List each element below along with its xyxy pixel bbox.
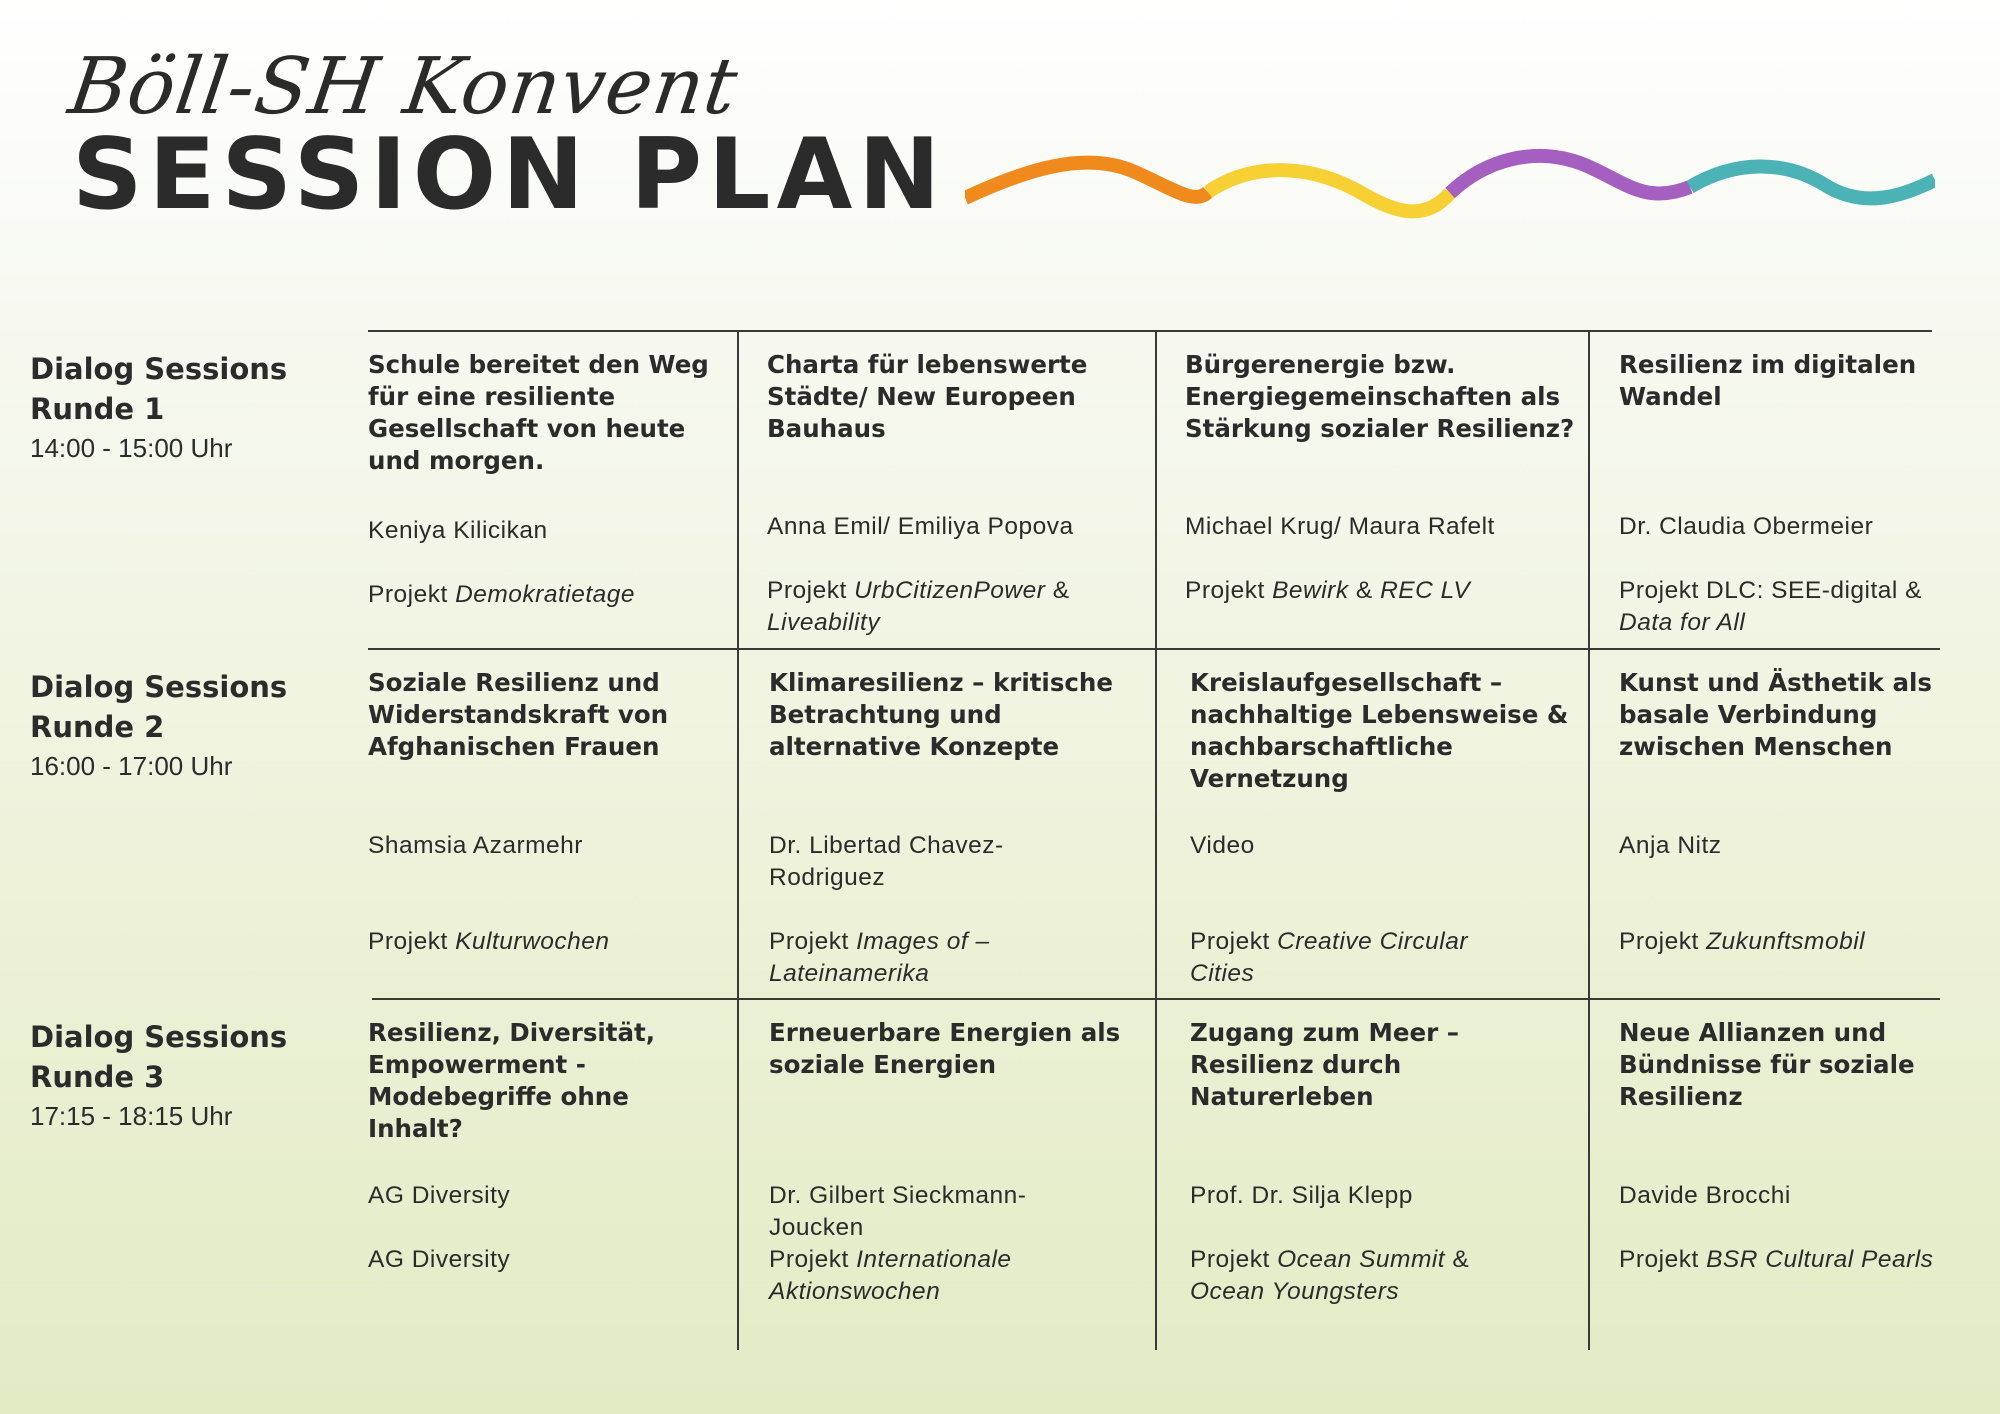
project-joiner: & bbox=[1348, 577, 1381, 604]
round-time: 14:00 - 15:00 Uhr bbox=[30, 433, 233, 463]
session-project bbox=[1190, 1244, 1520, 1308]
round-title: Dialog Sessions bbox=[30, 670, 288, 704]
session-speaker: Shamsia Azarmehr bbox=[368, 832, 583, 859]
project-name: Data for All bbox=[1619, 609, 1746, 636]
project-prefix: Projekt bbox=[769, 1246, 849, 1273]
session-project bbox=[769, 1244, 1099, 1308]
project-name: Kulturwochen bbox=[455, 928, 610, 955]
project-name: BSR Cultural Pearls bbox=[1706, 1246, 1934, 1273]
grid-col-line-3 bbox=[1588, 330, 1590, 1350]
session-speaker: Anna Emil/ Emiliya Popova bbox=[767, 513, 1074, 540]
session-project bbox=[1190, 926, 1520, 990]
round-3-label bbox=[30, 1017, 287, 1135]
session-project bbox=[1619, 575, 1964, 639]
project-name: Demokratietage bbox=[455, 581, 636, 608]
project-name: Internationale Aktionswochen bbox=[769, 1246, 1012, 1305]
round-time: 17:15 - 18:15 Uhr bbox=[30, 1101, 233, 1131]
grid-line-round2 bbox=[368, 648, 1940, 650]
round-number: Runde 3 bbox=[30, 1060, 165, 1094]
decorative-wave bbox=[965, 140, 1935, 240]
session-project bbox=[767, 575, 1137, 639]
session-project bbox=[368, 579, 713, 611]
project-name-2: Ocean Youngsters bbox=[1190, 1278, 1400, 1305]
session-title: Soziale Resilienz und Widerstandskraft von Afghanischen Frauen bbox=[368, 668, 669, 761]
round-title: Dialog Sessions bbox=[30, 1020, 288, 1054]
session-speaker: Michael Krug/ Maura Rafelt bbox=[1185, 513, 1495, 540]
project-name: UrbCitizenPower bbox=[854, 577, 1046, 604]
session-title: Schule bereitet den Weg für eine resiliente Gesellschaft von heute und morgen. bbox=[368, 350, 709, 475]
project-name: Bewirk bbox=[1272, 577, 1349, 604]
wave-segment-orange bbox=[965, 163, 1208, 198]
session-title: Kunst und Ästhetik als basale Verbindung zwischen Menschen bbox=[1619, 668, 1932, 761]
round-2-label bbox=[30, 667, 287, 785]
project-name-2: REC LV bbox=[1380, 577, 1471, 604]
round-1-label bbox=[30, 349, 287, 467]
project-prefix: AG Diversity bbox=[368, 1246, 511, 1273]
session-speaker: Dr. Gilbert Sieckmann-Joucken bbox=[769, 1182, 1027, 1241]
session-speaker: Keniya Kilicikan bbox=[368, 517, 548, 544]
session-title: Erneuerbare Energien als soziale Energien bbox=[769, 1018, 1121, 1079]
session-project bbox=[368, 1244, 713, 1276]
session-speaker: Davide Brocchi bbox=[1619, 1182, 1791, 1209]
project-name: Images of – Lateinamerika bbox=[769, 928, 990, 987]
project-joiner: & bbox=[1445, 1246, 1470, 1273]
session-title: Resilienz, Diversität, Empowerment - Modebegriffe ohne Inhalt? bbox=[368, 1018, 656, 1143]
session-project bbox=[769, 926, 1069, 990]
session-project bbox=[1619, 1244, 1989, 1276]
project-prefix: Projekt bbox=[767, 577, 847, 604]
project-prefix: Projekt DLC: SEE-digital & bbox=[1619, 577, 1923, 604]
project-name: Creative Circular Cities bbox=[1190, 928, 1469, 987]
grid-line-top bbox=[368, 330, 1932, 332]
session-speaker: Dr. Claudia Obermeier bbox=[1619, 513, 1874, 540]
project-prefix: Projekt bbox=[1190, 928, 1270, 955]
project-name: Ocean Summit bbox=[1277, 1246, 1446, 1273]
session-speaker: Dr. Libertad Chavez-Rodriguez bbox=[769, 832, 1004, 891]
session-speaker: Video bbox=[1190, 832, 1255, 859]
session-title: Klimaresilienz – kritische Betrachtung und alternative Konzepte bbox=[769, 668, 1113, 761]
session-speaker: Anja Nitz bbox=[1619, 832, 1722, 859]
grid-col-line-2 bbox=[1155, 330, 1157, 1350]
project-prefix: Projekt bbox=[1190, 1246, 1270, 1273]
wave-segment-yellow bbox=[1208, 170, 1450, 211]
project-name: Zukunftsmobil bbox=[1706, 928, 1866, 955]
round-title: Dialog Sessions bbox=[30, 352, 288, 386]
session-title: Kreislaufgesellschaft – nachhaltige Lebensweise & nachbarschaftliche Vernetzung bbox=[1190, 668, 1569, 793]
session-title: Resilienz im digitalen Wandel bbox=[1619, 350, 1917, 411]
project-name-2: Liveability bbox=[767, 609, 881, 636]
session-title: Bürgerenergie bzw. Energiegemeinschaften als Stärkung sozialer Resilienz? bbox=[1185, 350, 1575, 443]
session-title: Charta für lebenswerte Städte/ New Europeen Bauhaus bbox=[767, 350, 1088, 443]
event-script-title: Böll-SH Konvent bbox=[63, 42, 744, 132]
project-prefix: Projekt bbox=[1619, 1246, 1699, 1273]
session-title: Zugang zum Meer – Resilienz durch Naturerleben bbox=[1190, 1018, 1460, 1111]
project-prefix: Projekt bbox=[1619, 928, 1699, 955]
session-title: Neue Allianzen und Bündnisse für soziale Resilienz bbox=[1619, 1018, 1915, 1111]
wave-segment-teal bbox=[1690, 166, 1935, 198]
project-joiner: & bbox=[1045, 577, 1070, 604]
session-speaker: Prof. Dr. Silja Klepp bbox=[1190, 1182, 1413, 1209]
round-number: Runde 1 bbox=[30, 392, 165, 426]
round-number: Runde 2 bbox=[30, 710, 165, 744]
grid-col-line-1 bbox=[737, 330, 739, 1350]
project-prefix: Projekt bbox=[368, 928, 448, 955]
project-prefix: Projekt bbox=[1185, 577, 1265, 604]
project-prefix: Projekt bbox=[769, 928, 849, 955]
wave-segment-purple bbox=[1450, 156, 1690, 194]
round-time: 16:00 - 17:00 Uhr bbox=[30, 751, 233, 781]
session-speaker: AG Diversity bbox=[368, 1182, 511, 1209]
session-project bbox=[1619, 926, 1964, 958]
session-project bbox=[1185, 575, 1580, 607]
page-title: SESSION PLAN bbox=[72, 118, 947, 232]
session-project bbox=[368, 926, 713, 958]
project-prefix: Projekt bbox=[368, 581, 448, 608]
